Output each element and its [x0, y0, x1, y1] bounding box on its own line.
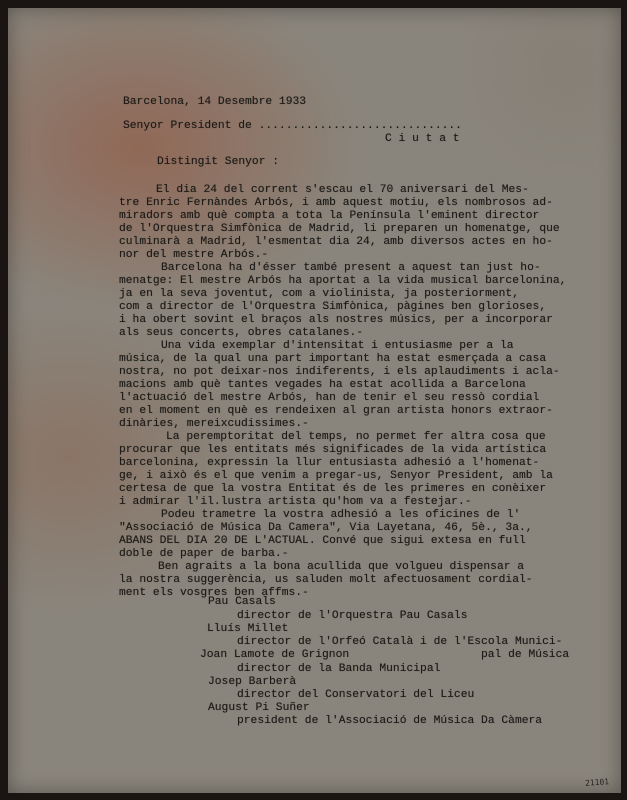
body-line: nor del mestre Arbós.-	[119, 249, 269, 261]
body-line: i admirar l'il.lustra artista qu'hom va a festejar.-	[119, 496, 472, 508]
signatory-line: president de l'Associació de Música Da Càmera	[237, 715, 543, 727]
body-line: com a director de l'Orquestra Simfònica, pàgines ben glorioses,	[119, 301, 547, 313]
signatory-line: August Pi Suñer	[208, 702, 310, 714]
body-line: miradors amb què compta a tota la Península l'eminent director	[119, 210, 540, 222]
signatory-line: director de l'Orfeó Català i de l'Escola Munici-	[237, 636, 563, 648]
city-line: C i u t a t	[385, 133, 460, 145]
body-line: doble de paper de barba.-	[119, 548, 289, 560]
signatory-line: director de l'Orquestra Pau Casals	[237, 610, 468, 622]
addressee-line: Senyor President de ..............................	[123, 120, 462, 132]
signatory-line: director del Conservatori del Liceu	[237, 689, 475, 701]
body-line: ABANS DEL DIA 20 DE L'ACTUAL. Convé que sigui extesa en full	[119, 535, 526, 547]
signatory-line: director de la Banda Municipal	[237, 663, 441, 675]
body-line: Ben agraits a la bona acullida que volgueu dispensar a	[158, 561, 525, 573]
body-line: ge, i això és el que venim a pregar-us, Senyor President, amb la	[119, 470, 553, 482]
body-line: als seus concerts, obres catalanes.-	[119, 327, 364, 339]
signatory-line: Pau Casals	[208, 596, 276, 608]
letter-page	[8, 8, 621, 793]
body-line: macions amb què tantes vegades ha estat acollida a Barcelona	[119, 379, 526, 391]
body-line: ja en la seva joventut, com a violinista, ja posteriorment,	[119, 288, 519, 300]
date-line: Barcelona, 14 Desembre 1933	[123, 96, 307, 108]
body-line: barcelonina, expressin la llur entusiasta adhesió a l'homenat-	[119, 457, 540, 469]
body-line: culminarà a Madrid, l'esmentat dia 24, amb diversos actes en ho-	[119, 236, 553, 248]
body-line: dinàries, mereixcudissimes.-	[119, 418, 309, 430]
body-line: "Associació de Música Da Camera", Via Layetana, 46, 5è., 3a.,	[119, 522, 533, 534]
body-line: la nostra suggerència, us saluden molt afectuosament cordial-	[119, 574, 533, 586]
salutation: Distingit Senyor :	[157, 156, 280, 168]
body-line: menatge: El mestre Arbós ha aportat a la vida musical barcelonina,	[119, 275, 567, 287]
body-line: La peremptoritat del temps, no permet fer altra cosa que	[166, 431, 546, 443]
body-line: tre Enric Fernàndes Arbós, i amb aquest motiu, els nombrosos ad-	[119, 197, 553, 209]
body-line: i ha obert sovint el braços als nostres músics, per a incorporar	[119, 314, 553, 326]
body-line: Barcelona ha d'ésser també present a aquest tan just ho-	[161, 262, 541, 274]
signatory-line: Lluís Millet	[207, 623, 289, 635]
body-line: El dia 24 del corrent s'escau el 70 aniversari del Mes-	[156, 184, 529, 196]
body-line: música, de la qual una part important ha estat esmerçada a casa	[119, 353, 547, 365]
signatory-line: Josep Barberà	[208, 676, 297, 688]
body-line: de l'Orquestra Simfònica de Madrid, li preparen un homenatge, que	[119, 223, 560, 235]
body-line: Podeu trametre la vostra adhesió a les oficines de l'	[161, 509, 521, 521]
signatory-line: Joan Lamote de Grignon	[200, 649, 350, 661]
body-line: certesa de que la vostra Entitat és de les primeres en conèixer	[119, 483, 547, 495]
body-line: nostra, no pot deixar-nos indiferents, i els aplaudiments i acla-	[119, 366, 560, 378]
catalog-number: 21101	[584, 777, 610, 788]
body-line: ment els vosgres ben affms.-	[119, 587, 309, 599]
signatory-line: pal de Música	[481, 649, 570, 661]
body-line: l'actuació del mestre Arbós, han de tenir el seu ressò cordial	[119, 392, 540, 404]
body-line: procurar que les entitats més significades de la vida artística	[119, 444, 547, 456]
body-line: Una vida exemplar d'intensitat i entusiasme per a la	[161, 340, 514, 352]
body-line: en el moment en què es rendeixen al gran artista honors extraor-	[119, 405, 553, 417]
